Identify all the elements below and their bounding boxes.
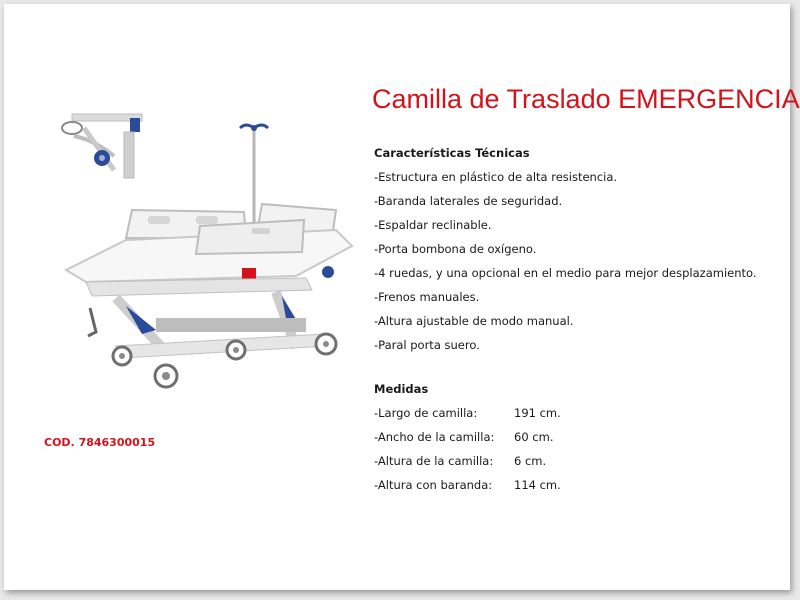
product-card (4, 4, 800, 590)
feature-item: -4 ruedas, y una opcional en el medio para mejor desplazamiento. (374, 266, 757, 280)
feature-item: -Porta bombona de oxígeno. (374, 242, 537, 256)
features-heading: Características Técnicas (374, 146, 530, 160)
specifications (374, 146, 757, 502)
measure-label: -Altura de la camilla: (374, 454, 494, 468)
measure-value: 191 cm. (514, 406, 561, 420)
feature-item: -Frenos manuales. (374, 290, 480, 304)
measure-label: -Largo de camilla: (374, 406, 478, 420)
measure-value: 60 cm. (514, 430, 554, 444)
feature-item: -Baranda laterales de seguridad. (374, 194, 563, 208)
measure-row (374, 454, 757, 478)
product-code: COD. 7846300015 (44, 436, 156, 449)
measure-row (374, 430, 757, 454)
product-title: Camilla de Traslado EMERGENCIA (372, 84, 800, 114)
measure-label: -Ancho de la camilla: (374, 430, 495, 444)
feature-item: -Espaldar reclinable. (374, 218, 492, 232)
measure-row (374, 406, 757, 430)
feature-item: -Estructura en plástico de alta resistencia. (374, 170, 618, 184)
measure-row (374, 478, 757, 502)
feature-item: -Paral porta suero. (374, 338, 480, 352)
measure-value: 114 cm. (514, 478, 561, 492)
measures-heading: Medidas (374, 382, 429, 396)
measure-label: -Altura con baranda: (374, 478, 493, 492)
stretcher-image (56, 120, 356, 400)
measure-value: 6 cm. (514, 454, 547, 468)
feature-item: -Altura ajustable de modo manual. (374, 314, 574, 328)
